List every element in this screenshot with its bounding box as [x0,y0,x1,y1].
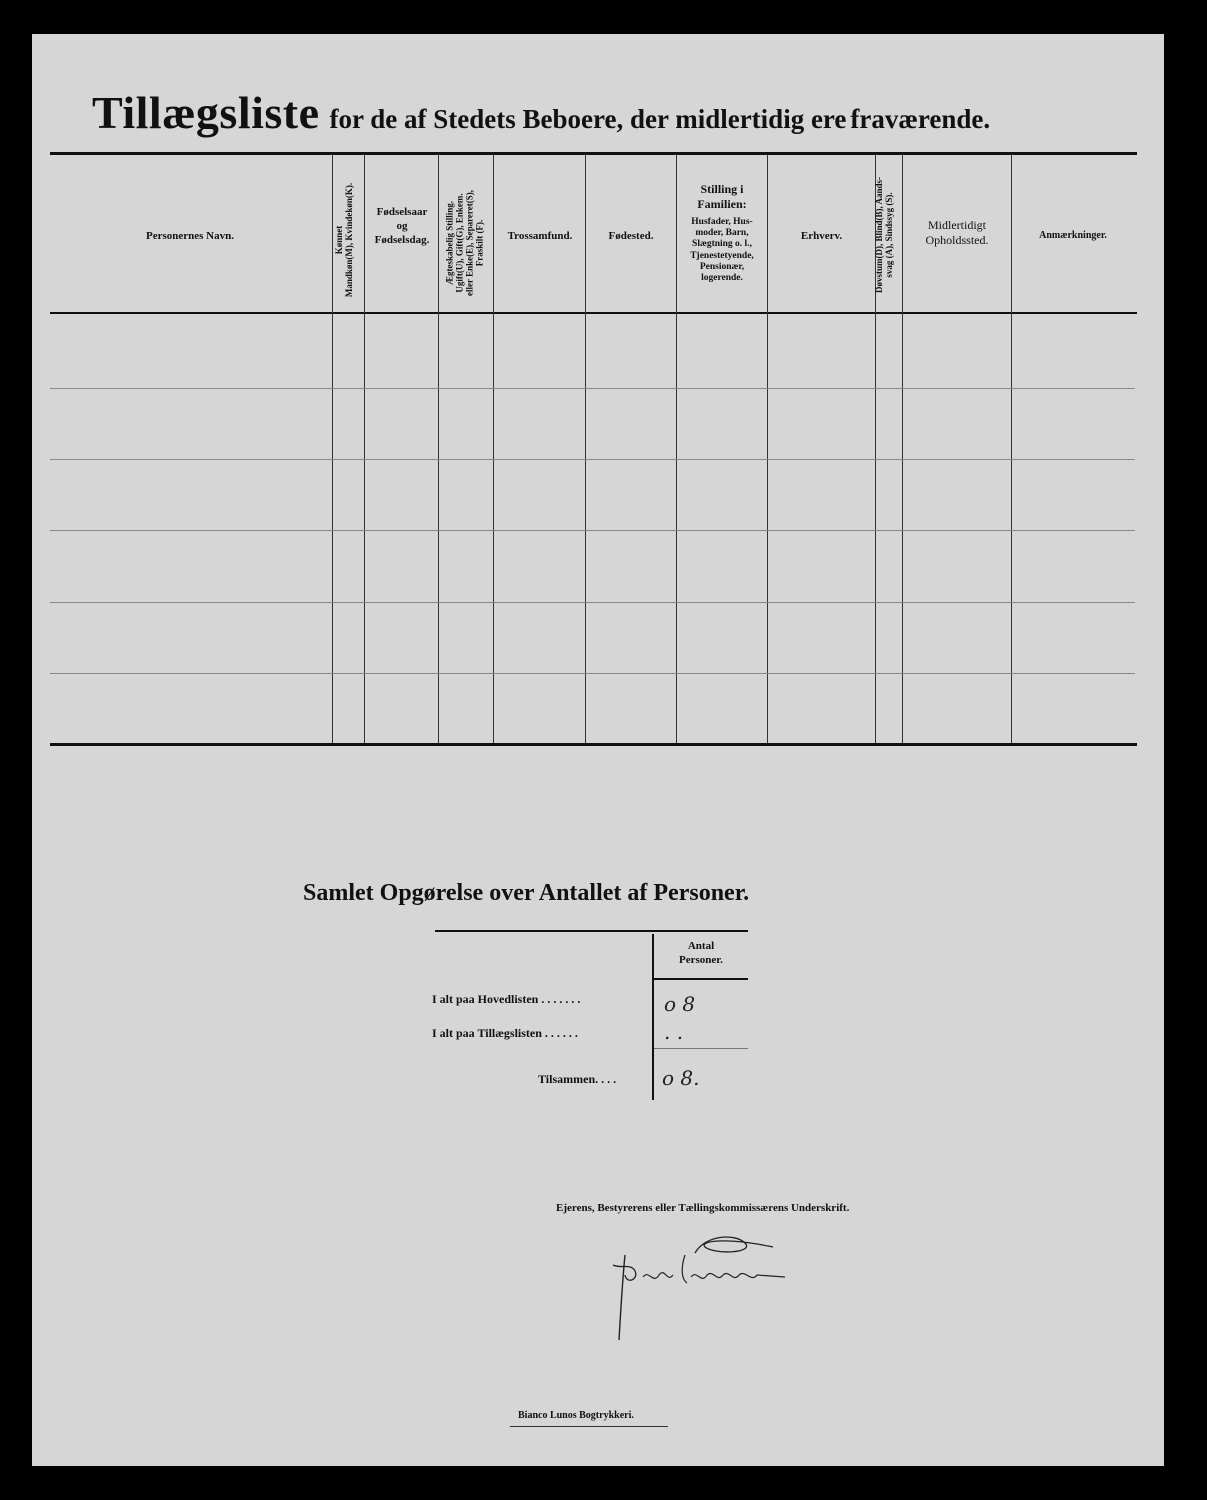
table-bottom-rule [50,743,1137,746]
table-row-line [50,673,1135,674]
summary-row-label: I alt paa Hovedlisten . . . . . . . [432,992,581,1006]
header-family-sub: Husfader, Hus- moder, Barn, Slægtning o. l., Tjenestetyende, Pensionær, logerende. [690,217,754,284]
column-divider [438,155,439,743]
table-row-line [50,388,1135,389]
column-divider [902,155,903,743]
table-header-bottom-rule [50,312,1137,314]
header-temp-residence: Midlertidigt Opholdssted. [925,218,989,247]
handwritten-signature [595,1225,795,1345]
summary-row-value: . . [664,1020,684,1044]
summary-col-header: Antal Personer. [679,940,723,966]
table-row-line [50,459,1135,460]
table-top-rule [50,152,1137,155]
table-row-line [50,602,1135,603]
summary-row-label: Tilsammen. . . . [538,1072,617,1086]
header-name: Personernes Navn. [146,230,234,242]
header-marital: Ægteskabelig Stilling. Ugift(U), Gift(G), Enkem. eller Enke(E), Separeret(S), Fraskilt (F). [444,190,485,296]
summary-col-divider [652,934,654,1100]
column-divider [585,155,586,743]
printer-credit: Bianco Lunos Bogtrykkeri. [518,1410,634,1421]
summary-row-label: I alt paa Tillægslisten . . . . . . [432,1026,578,1040]
summary-header-rule [654,978,748,980]
header-family-title: Stilling i Familien: [697,182,747,211]
title-emphasis: fraværende. [850,104,991,134]
header-remarks: Anmærkninger. [1039,230,1107,241]
header-birthplace: Fødested. [608,230,654,242]
header-occupation: Erhverv. [800,230,843,242]
header-disability: Døvstum(D), Blind(B), Aands- svag (A), Sindssyg (S). [874,176,894,294]
printer-underline [510,1426,668,1427]
summary-top-rule [435,930,748,932]
header-sex: Kønnet Mandkøn(M), Kvindekøn(K). [334,182,354,298]
summary-title: Samlet Opgørelse over Antallet af Personer. [303,880,750,906]
title-main: Tillægsliste [92,87,320,138]
summary-subtotal-rule [654,1048,748,1049]
header-birth: Fødselsaar og Fødselsdag. [374,206,430,246]
summary-row-value: o 8. [662,1066,700,1090]
table-row-line [50,530,1135,531]
column-divider [1011,155,1012,743]
column-divider [332,155,333,743]
signature-caption: Ejerens, Bestyrerens eller Tællingskommissærens Underskrift. [556,1202,850,1214]
header-faith: Trossamfund. [507,230,573,242]
form-title [92,86,990,139]
title-rest: for de af Stedets Beboere, der midlertidig ere [329,104,847,134]
summary-row-value: o 8 [664,992,696,1016]
